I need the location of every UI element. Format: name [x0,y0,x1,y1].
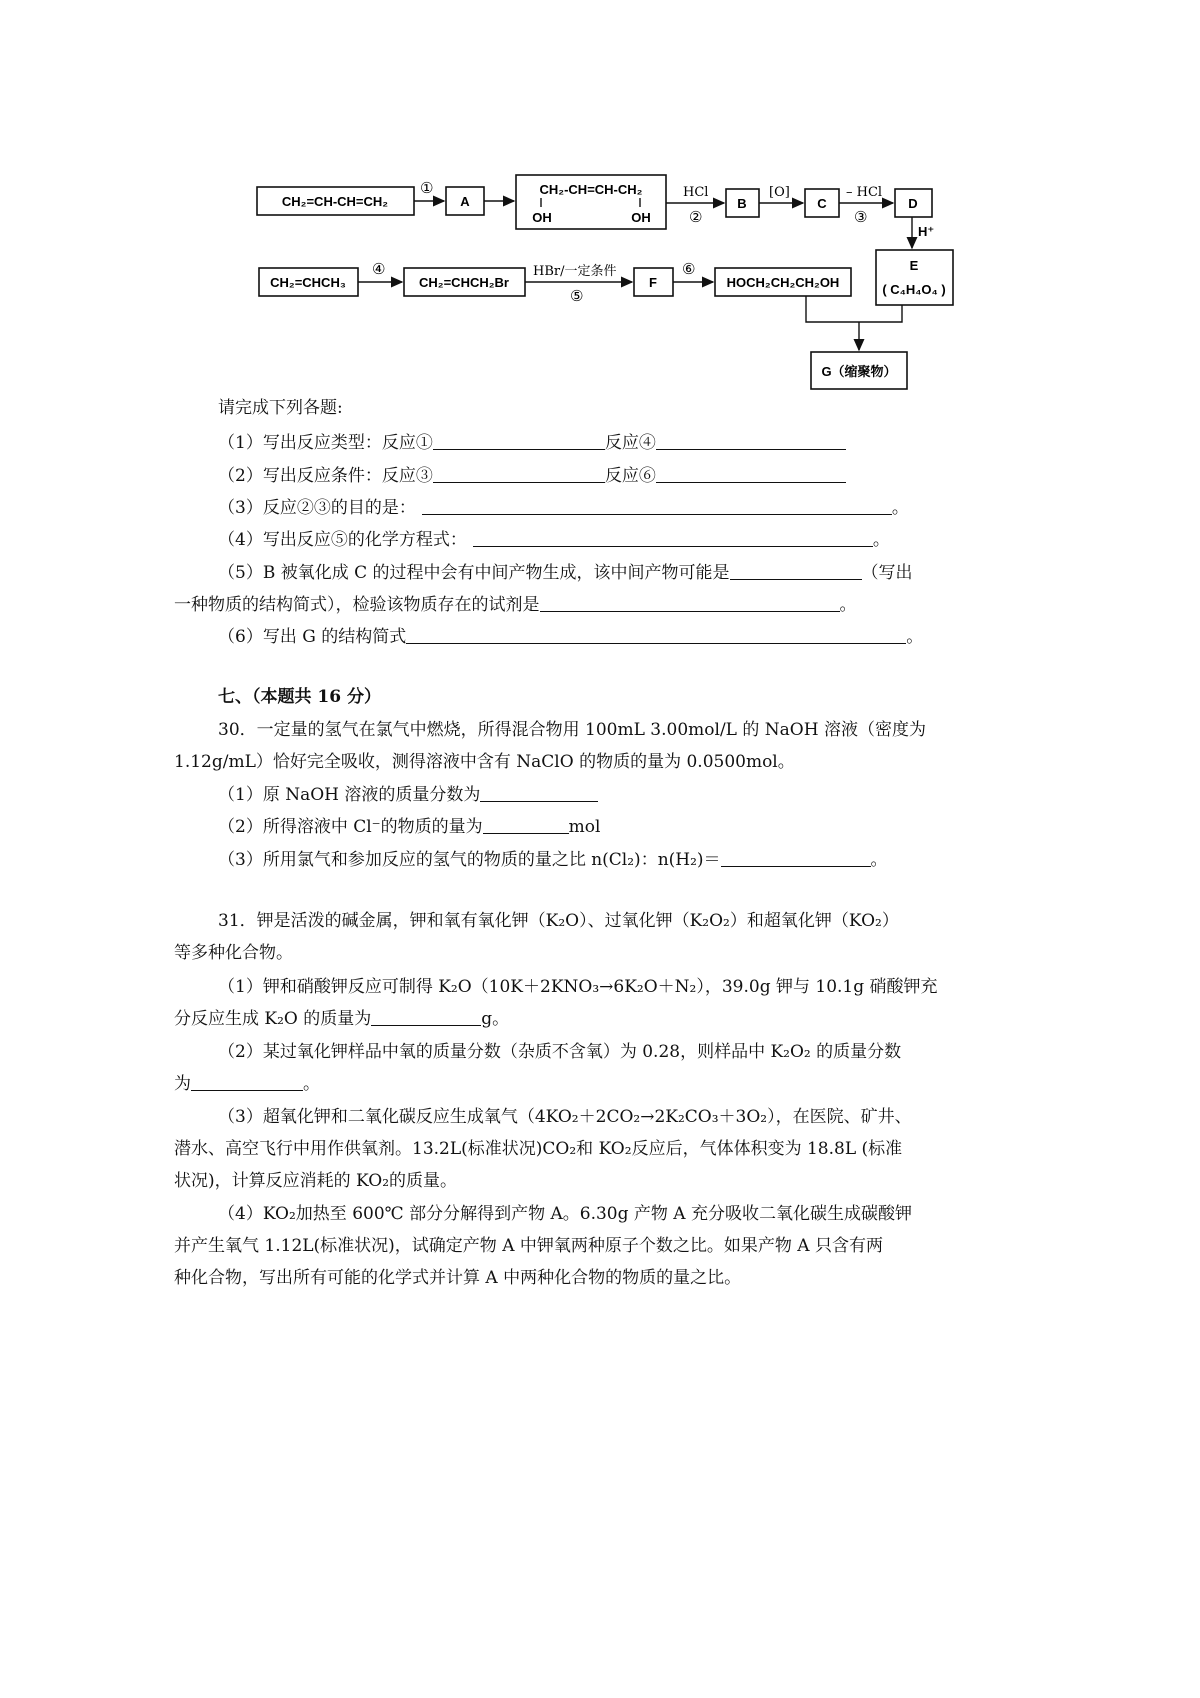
problem-31-q2-line-1: （2）某过氧化钾样品中氧的质量分数（杂质不含氧）为 0.28，则样品中 K₂O₂ 的质量分数 [218,1042,902,1062]
problem-30-q3-text: （3）所用氯气和参加反应的氢气的物质的量之比 n(Cl₂)：n(H₂)＝ [218,850,721,870]
step-2-reagent: HCl [683,185,709,200]
question-4-end: 。 [872,530,890,550]
problem-31-q2-blank[interactable] [191,1074,303,1091]
compound-e-label: E [909,258,919,273]
question-6 [218,627,923,647]
oxidation-label: [O] [769,185,790,200]
step-1-label: ① [420,179,434,197]
problem-30-line-1: 30．一定量的氢气在氯气中燃烧，所得混合物用 100mL 3.00mol/L 的 NaOH 溶液（密度为 [218,720,926,740]
step-3-label: ③ [854,208,868,226]
problem-30-q3 [218,850,888,870]
question-5-blank-b[interactable] [540,595,840,612]
problem-31-q1-unit: g。 [481,1009,510,1029]
question-2-blank-b[interactable] [656,466,846,483]
problem-30-q2 [218,817,600,837]
question-5-line-1 [218,563,913,583]
problem-30-q2-blank[interactable] [483,817,569,834]
step-4-label: ④ [372,260,386,278]
question-3-text: （3）反应②③的目的是： [218,498,416,518]
problem-30-q3-end: 。 [870,850,888,870]
problem-31-line-1: 31．钾是活泼的碱金属，钾和氧有氧化钾（K₂O）、过氧化钾（K₂O₂）和超氧化钾（KO₂） [218,911,899,931]
step-2-label: ② [689,208,703,226]
problem-31-q2-text: 为 [174,1074,191,1094]
problem-31-q4-line-3: 种化合物，写出所有可能的化学式并计算 A 中两种化合物的物质的量之比。 [174,1268,742,1288]
question-3 [218,498,909,518]
question-4-blank[interactable] [473,530,873,547]
problem-30-q2-text: （2）所得溶液中 Cl⁻的物质的量为 [218,817,483,837]
question-5-blank-a[interactable] [730,563,862,580]
problem-31-line-2: 等多种化合物。 [174,943,293,963]
problem-30-q1 [218,785,598,805]
question-2 [218,466,846,486]
problem-30-q1-text: （1）原 NaOH 溶液的质量分数为 [218,785,481,805]
problem-31-q2-end: 。 [303,1074,320,1094]
problem-31-q1-blank[interactable] [371,1009,481,1026]
problem-31-q4-line-2: 并产生氧气 1.12L(标准状况)，试确定产物 A 中钾氧两种原子个数之比。如果产物 A 只含有两 [174,1236,883,1256]
problem-30-q3-blank[interactable] [721,850,871,867]
polymer-g-label: G（缩聚物） [821,364,897,379]
question-2-text-b: 反应⑥ [604,466,656,486]
step-5-label: ⑤ [570,287,584,305]
problem-31-q1-line-1: （1）钾和硝酸钾反应可制得 K₂O（10K＋2KNO₃→6K₂O＋N₂），39.0g 钾与 10.1g 硝酸钾充 [218,977,938,997]
propene-formula: CH₂=CHCH₃ [270,275,346,290]
question-1-blank-a[interactable] [433,433,605,450]
question-3-blank[interactable] [422,498,892,515]
problem-30-q2-unit: mol [568,817,601,837]
allyl-bromide-formula: CH₂=CHCH₂Br [419,275,509,290]
butadiene-formula: CH₂=CH-CH=CH₂ [281,194,389,209]
problem-31-q4-line-1: （4）KO₂加热至 600℃ 部分分解得到产物 A。6.30g 产物 A 充分吸收二氧化碳生成碳酸钾 [218,1204,912,1224]
question-5-end: 。 [839,595,857,615]
compound-c-label: C [817,196,827,211]
compound-f-label: F [649,275,657,290]
diol-formula: CH₂-CH=CH-CH₂ [539,182,643,197]
question-5-text-c: 一种物质的结构简式），检验该物质存在的试剂是 [174,595,540,615]
reaction-scheme [0,0,1200,400]
question-2-blank-a[interactable] [433,466,605,483]
h-plus-label: H⁺ [918,224,935,239]
problem-30-q1-blank[interactable] [480,785,598,802]
problem-30-line-2: 1.12g/mL）恰好完全吸收，测得溶液中含有 NaClO 的物质的量为 0.0500mol。 [174,752,795,772]
question-1-text-a: （1）写出反应类型：反应① [218,433,433,453]
questions-intro: 请完成下列各题: [218,398,343,418]
question-2-text-a: （2）写出反应条件：反应③ [218,466,433,486]
question-1-blank-b[interactable] [656,433,846,450]
compound-a-label: A [460,194,470,209]
question-6-blank[interactable] [406,627,906,644]
step-6-label: ⑥ [682,260,696,278]
diol-oh-2: OH [631,210,651,225]
compound-b-label: B [737,196,747,211]
question-5-text-a: （5）B 被氧化成 C 的过程中会有中间产物生成，该中间产物可能是 [218,563,730,583]
question-3-end: 。 [891,498,909,518]
question-6-text: （6）写出 G 的结构简式 [218,627,407,647]
propanediol-formula: HOCH₂CH₂CH₂OH [726,275,840,290]
compound-d-label: D [908,196,918,211]
diol-oh-1: OH [532,210,552,225]
problem-31-q1-text: 分反应生成 K₂O 的质量为 [174,1009,372,1029]
question-1 [218,433,846,453]
step-5-reagent: HBr/一定条件 [533,264,617,279]
question-1-text-b: 反应④ [604,433,656,453]
question-6-end: 。 [906,627,924,647]
question-4 [218,530,890,550]
question-5-text-b: （写出 [861,563,913,583]
problem-31-q3-line-2: 潜水、高空飞行中用作供氧剂。13.2L(标准状况)CO₂和 KO₂反应后，气体体积变为 18.8L (标准 [174,1139,903,1159]
section-7-title: 七、（本题共 16 分） [218,687,381,707]
problem-31-q3-line-3: 状况)，计算反应消耗的 KO₂的质量。 [174,1171,458,1191]
problem-31-q2-line-2 [174,1074,320,1094]
question-5-line-2 [174,595,857,615]
compound-e-formula: ( C₄H₄O₄ ) [882,282,946,297]
problem-31-q1-line-2 [174,1009,509,1029]
problem-31-q3-line-1: （3）超氧化钾和二氧化碳反应生成氧气（4KO₂＋2CO₂→2K₂CO₃＋3O₂），在医院、矿井、 [218,1107,912,1127]
question-4-text: （4）写出反应⑤的化学方程式： [218,530,467,550]
step-3-reagent: – HCl [846,185,883,200]
